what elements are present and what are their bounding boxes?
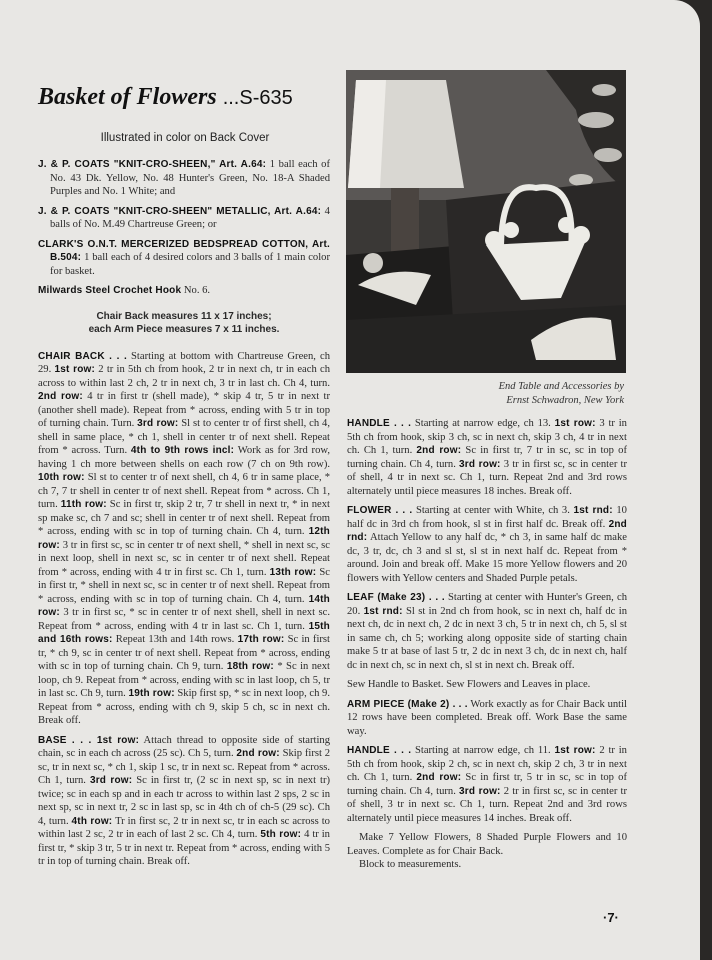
bold-heading: 3rd row:: [459, 458, 501, 470]
photo-caption: [400, 380, 624, 408]
bold-heading: 1st row:: [54, 364, 96, 375]
bold-heading: 2nd row:: [38, 391, 83, 402]
bold-heading: 17th row:: [237, 634, 285, 645]
bold-heading: 2nd row:: [236, 748, 280, 759]
body-text: Sc in first tr, * shell in next sc, sc in center tr of next shell. Repeat from * across, ending with sc in top of turning chain. Ch 4, turn.: [38, 566, 330, 605]
body-text: 4 tr in first tr (shell made), * skip 4 tr, 5 tr in next tr (another shell made). Repeat from * across, ending with 5 tr in top of turning chain. Turn.: [38, 391, 331, 429]
body-text: 4 tr in first tr, * skip 3 tr, 5 tr in next tr. Repeat from * across, ending with 5 tr in top of turning chain. Break off.: [38, 829, 330, 867]
body-text: Sew Handle to Basket. Sew Flowers and Leaves in place.: [347, 679, 591, 690]
body-text: 3 tr in first sc, sc in center tr of shell, 4 tr in next sc. Ch 1, turn. Repeat 2nd and 3rd rows alternately until piece measures 18 inches. Break off.: [347, 458, 627, 497]
body-text: Sc in first tr, 5 tr in sc, sc in top of turning chain. Ch 4, turn.: [347, 772, 627, 797]
bold-heading: 5th row:: [260, 829, 302, 840]
bold-heading: LEAF (Make 23) . . .: [347, 592, 445, 603]
body-text: Sc in first tr, * ch 9, sc in center tr of next shell. Repeat from * across, ending with sc in top of turning chain. Ch 9, turn.: [38, 634, 331, 672]
bold-heading: 4th row:: [71, 815, 113, 827]
subtitle: Illustrated in color on Back Cover: [100, 132, 270, 144]
closing-note: Block to measurements.: [359, 859, 462, 870]
body-text: Starting at narrow edge, ch 13.: [411, 418, 555, 429]
body-text: 10 half dc in 3rd ch from hook, sl st in first half dc. Break off.: [347, 505, 627, 530]
bold-heading: 1st row:: [554, 745, 596, 756]
bold-heading: 14th row:: [38, 593, 330, 618]
bold-heading: J. & P. COATS "KNIT-CRO-SHEEN" METALLIC, Art. A.64:: [38, 205, 322, 217]
bold-heading: 12th row:: [38, 526, 330, 551]
bold-heading: 2nd rnd:: [347, 518, 627, 543]
bold-heading: J. & P. COATS "KNIT-CRO-SHEEN," Art. A.64:: [38, 159, 267, 170]
body-text: Sc in first tr, 7 tr in sc, sc in top of turning chain. Ch 4, turn.: [347, 445, 627, 470]
body-text: 1 ball each of No. 43 Dk. Yellow, No. 48 Hunter's Green, No. 18-A Shaded Purples and No. 1 White; and: [50, 159, 330, 197]
bold-heading: 1st rnd:: [573, 505, 613, 516]
instruction-section: [38, 350, 330, 728]
body-text: Skip first sp, * sc in next loop, ch 9. Repeat from * across, ending with ch 9, skip 5 ch, sc in next ch. Break off.: [38, 688, 331, 726]
material-item: [38, 238, 330, 279]
body-text: Sl st to center tr of first shell, ch 4, shell in same place, * ch 1, shell in center tr of next shell. Repeat from * across. Turn.: [38, 418, 330, 456]
page-title: [38, 84, 334, 111]
materials-list: [38, 158, 330, 298]
bold-heading: 10th row:: [38, 472, 85, 483]
body-text: No. 6.: [181, 285, 211, 296]
body-text: Work as for 3rd row, having 1 ch more between shells on each row (7 ch on 9th row).: [38, 445, 330, 470]
body-text: 3 tr in first sc, * sc in center tr of next shell, shell in next sc. Repeat from * across, ending with 4 tr in last sc. Ch 1, turn.: [38, 607, 330, 632]
caption-line: End Table and Accessories by: [498, 381, 624, 392]
body-text: Attach Yellow to any half dc, * ch 3, in same half dc make dc, 3 tr, dc, ch 3 and sl st, sl st in next half dc. Repeat from * around. Join and break off. Make 15 more Yellow flowers and 20 flowers with Yellow centers and Shaded Purple petals.: [347, 532, 627, 584]
bold-heading: 18th row:: [226, 661, 274, 672]
body-text: 3 tr in 5th ch from hook, skip 3 ch, sc in next ch, skip 3 ch, 4 tr in next ch. Ch 1, turn.: [347, 418, 627, 456]
measurement-line: each Arm Piece measures 7 x 11 inches.: [88, 323, 280, 335]
bold-heading: Milwards Steel Crochet Hook: [38, 285, 182, 296]
body-text: Starting at narrow edge, ch 11.: [411, 745, 555, 756]
instruction-section: [38, 734, 330, 869]
material-item: [38, 205, 330, 232]
body-text: Tr in first sc, 2 tr in next sc, tr in each sc across to within last 2 sc, 2 tr in each of last 2 sc. Ch 4, turn.: [38, 815, 330, 840]
right-instructions: [347, 417, 627, 825]
bold-heading: 19th row:: [128, 688, 175, 699]
instruction-section: [347, 591, 627, 672]
body-text: 2 tr in 5th ch from hook, skip 2 ch, sc in next ch, skip 2 ch, 3 tr in next ch. Ch 1, turn.: [347, 745, 627, 783]
instruction-section: [347, 744, 627, 825]
bold-heading: CLARK'S O.N.T. MERCERIZED BEDSPREAD COTTON, Art. B.504:: [38, 238, 330, 263]
body-text: Sc in first tr, (2 sc in next sp, sc in next tr) twice; sc in each sp and in each tr across to within last 2 sps, 2 sc in next sp, sc in next tr, 2 sc in last sp, sc in 4th ch of ch-5 (29 sc). Ch 4, turn.: [38, 775, 330, 827]
body-text: Sc in first tr, skip 2 tr, 7 tr shell in next tr, * in next sp make sc, ch 7 and sc; shell in center tr of next shell. Repeat from * across, ending with sc in top of turning chain. Ch 4, turn.: [38, 499, 330, 537]
measurements: [38, 310, 330, 336]
body-text: 3 tr in first sc, sc in center tr of next shell, * shell in next sc, sc in next loop, shell in next sc, sc in center tr of next shell. Repeat from * across, ending with 4 tr in first sc. Ch 1, turn.: [38, 539, 330, 578]
bold-heading: CHAIR BACK . . .: [38, 350, 127, 362]
bold-heading: 2nd row:: [416, 772, 462, 783]
bold-heading: 11th row:: [60, 499, 107, 510]
body-text: Skip first 2 sc, tr in next sc, * ch 1, skip 1 sc, tr in next sc. Repeat from * across. Ch 1, turn.: [38, 748, 330, 786]
bold-heading: 3rd row:: [89, 775, 133, 786]
body-text: 2 tr in 5th ch from hook, 2 tr in next ch, tr in each ch across to within last 2 ch, 2 tr in next ch, 3 tr in last ch. Ch 4, turn.: [38, 364, 330, 389]
body-text: 4 balls of No. M.49 Chartreuse Green; or: [50, 205, 330, 230]
bold-heading: 4th to 9th rows incl:: [130, 445, 235, 456]
material-item: [38, 284, 330, 298]
bold-heading: 2nd row:: [416, 445, 462, 456]
body-text: * Sc in next loop, ch 9. Repeat from * across, ending with sc in last loop, ch 5, tr in last sc. Ch 9, turn.: [38, 661, 331, 699]
instruction-section: [347, 678, 627, 692]
title-separator: ...: [222, 87, 240, 109]
closing-note: Make 7 Yellow Flowers, 8 Shaded Purple Flowers and 10 Leaves. Complete as for Chair Back.: [347, 832, 627, 857]
bold-heading: HANDLE . . .: [347, 745, 412, 756]
photo-end-table: [346, 70, 626, 373]
right-column: [347, 417, 627, 872]
instruction-section: [347, 504, 627, 585]
title-text: Basket of Flowers: [38, 84, 217, 110]
body-text: 2 tr in first sc, sc in center tr of shell, 3 tr in next sc. Ch 1, turn. Repeat 2nd and 3rd rows alternately until piece measures 14 inches. Break off.: [347, 785, 627, 824]
body-text: 1 ball each of 4 desired colors and 3 balls of 1 main color for basket.: [50, 252, 330, 277]
bold-heading: ARM PIECE (Make 2) . . .: [347, 698, 468, 710]
bold-heading: 3rd row:: [137, 418, 179, 429]
body-text: Sl st to center tr of next shell, ch 4, 6 tr in same place, * ch 7, 7 tr shell in center tr of next shell. Repeat from * across. Ch 1, turn.: [38, 472, 330, 510]
body-text: Repeat 13th and 14th rows.: [112, 634, 238, 645]
bold-heading: 15th and 16th rows:: [38, 620, 330, 645]
bold-heading: 1st rnd:: [363, 605, 403, 617]
measurement-line: Chair Back measures 11 x 17 inches;: [96, 310, 272, 322]
bold-heading: 1st row:: [554, 418, 596, 429]
body-text: Starting at center with Hunter's Green, ch 20.: [347, 592, 627, 617]
bold-heading: 13th row:: [269, 566, 317, 578]
body-text: Sl st in 2nd ch from hook, sc in next ch, half dc in next ch, dc in next ch, 2 dc in next 3 ch, 5 tr in next ch, ch 5, sl st in same ch, ch 5; working along opposite side of starting chain make 5 tr at base of last 5 tr, 2 dc in next 3 ch, dc in next ch, half dc in next ch, sc in next ch, sl st in next ch. Break off.: [347, 605, 627, 671]
caption-line: Ernst Schwadron, New York: [506, 395, 624, 406]
page-number: ·7·: [603, 910, 619, 925]
pattern-code: S-635: [239, 87, 293, 109]
left-instructions: [38, 350, 330, 869]
body-text: Work exactly as for Chair Back until 12 rows have been completed. Break off. Work Base the same way.: [347, 698, 628, 737]
body-text: Starting at bottom with Chartreuse Green, ch 29.: [38, 350, 331, 375]
body-text: Starting at center with White, ch 3.: [412, 505, 574, 516]
body-text: Attach thread to opposite side of starting chain, sc in each ch across (25 sc). Ch 5, turn.: [38, 734, 330, 759]
material-item: [38, 158, 330, 199]
bold-heading: BASE . . . 1st row:: [38, 734, 140, 746]
instruction-section: [347, 417, 627, 498]
instruction-section: [347, 698, 627, 739]
bold-heading: 3rd row:: [459, 785, 501, 797]
left-column: [38, 158, 330, 875]
bold-heading: FLOWER . . .: [347, 505, 413, 516]
bold-heading: HANDLE . . .: [347, 418, 412, 429]
